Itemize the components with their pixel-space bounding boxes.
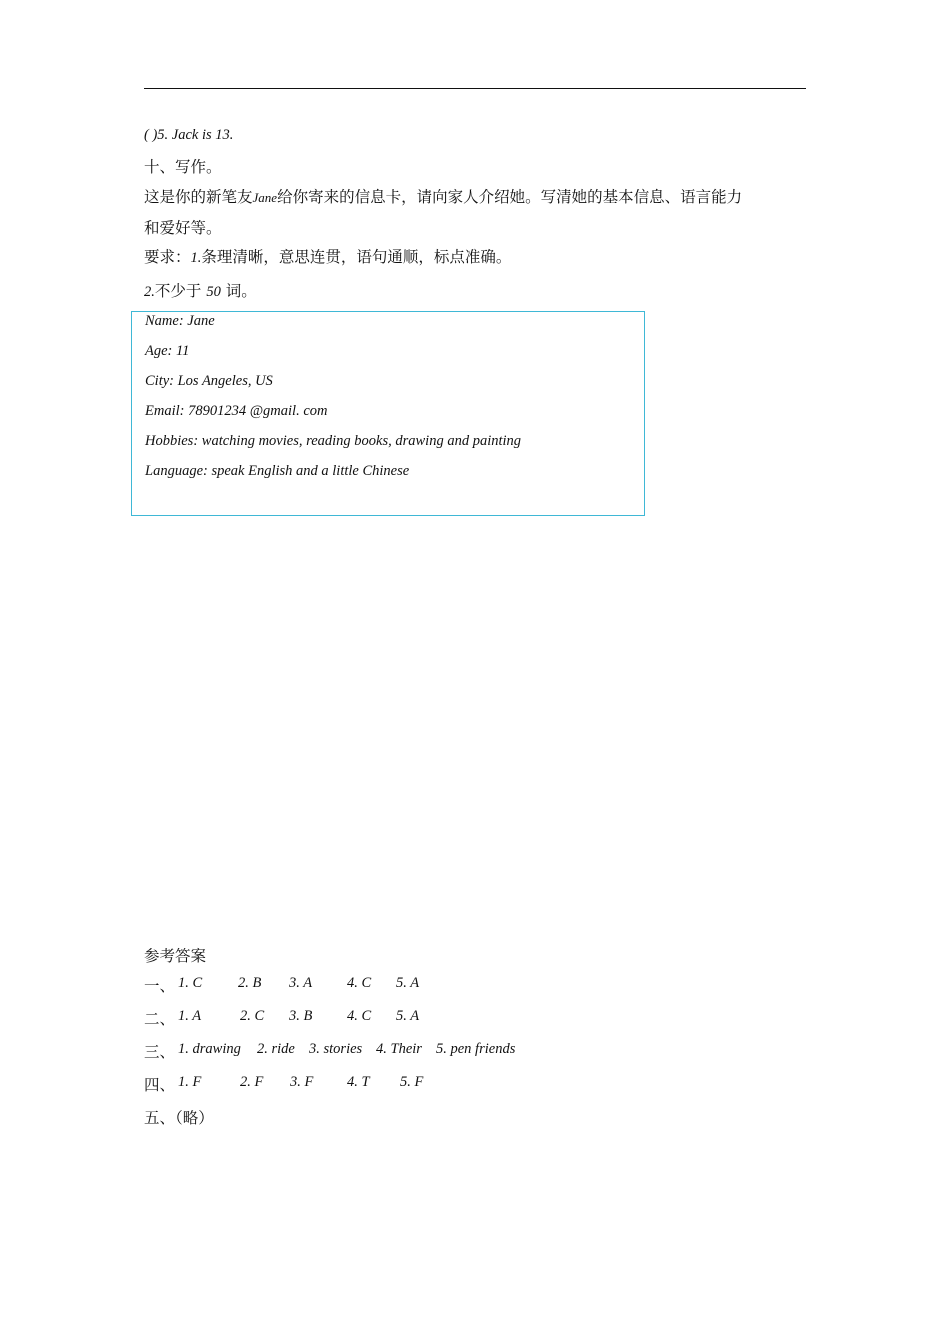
answer-item: 4. Their bbox=[376, 1041, 422, 1057]
answers-title: 参考答案 bbox=[144, 947, 207, 965]
answer-item: 3. stories bbox=[309, 1041, 363, 1057]
answer-item: 1. drawing bbox=[178, 1041, 241, 1057]
answer-item: 2. F bbox=[240, 1074, 264, 1090]
answer-item: 5. A bbox=[396, 1008, 420, 1024]
answer-item: 4. C bbox=[347, 975, 372, 991]
card-name: Name: Jane bbox=[145, 313, 215, 329]
pen-friend-name: Jane bbox=[252, 190, 278, 205]
answer-item: 5. pen friends bbox=[436, 1041, 516, 1057]
header-rule bbox=[144, 88, 806, 89]
answer-row-5: 五、（略） bbox=[144, 1109, 214, 1127]
answer-item: 3. A bbox=[289, 975, 313, 991]
requirement-1: 要求：1.条理清晰，意思连贯，语句通顺，标点准确。 bbox=[144, 248, 512, 266]
answer-item: 2. C bbox=[240, 1008, 265, 1024]
answer-item: 3. F bbox=[290, 1074, 314, 1090]
card-email: Email: 78901234 @gmail. com bbox=[145, 403, 328, 419]
card-age: Age: 11 bbox=[145, 343, 190, 359]
answer-item: 4. T bbox=[347, 1074, 370, 1090]
answer-item: 2. ride bbox=[257, 1041, 295, 1057]
answer-item: 4. C bbox=[347, 1008, 372, 1024]
card-language: Language: speak English and a little Chinese bbox=[145, 463, 410, 479]
card-city: City: Los Angeles, US bbox=[145, 373, 273, 389]
answer-item: 1. C bbox=[178, 975, 203, 991]
answer-item: 3. B bbox=[289, 1008, 313, 1024]
answer-item: 5. A bbox=[396, 975, 420, 991]
card-hobbies: Hobbies: watching movies, reading books, drawing and painting bbox=[145, 433, 522, 449]
answer-item: 1. A bbox=[178, 1008, 202, 1024]
answer-item: 2. B bbox=[238, 975, 262, 991]
question-5-text: 5. Jack is 13. bbox=[157, 127, 234, 143]
question-5: ( )5. Jack is 13. bbox=[144, 127, 234, 143]
section-10-heading: 十、写作。 bbox=[144, 158, 222, 176]
requirement-2: 2.不少于 50 词。 bbox=[144, 282, 257, 300]
section-10-intro-line2: 和爱好等。 bbox=[144, 219, 222, 237]
answer-item: 5. F bbox=[400, 1074, 424, 1090]
section-10-intro-line1: 这是你的新笔友Jane给你寄来的信息卡，请向家人介绍她。写清她的基本信息、语言能力 bbox=[144, 188, 743, 206]
answer-item: 1. F bbox=[178, 1074, 202, 1090]
info-card bbox=[131, 311, 645, 516]
